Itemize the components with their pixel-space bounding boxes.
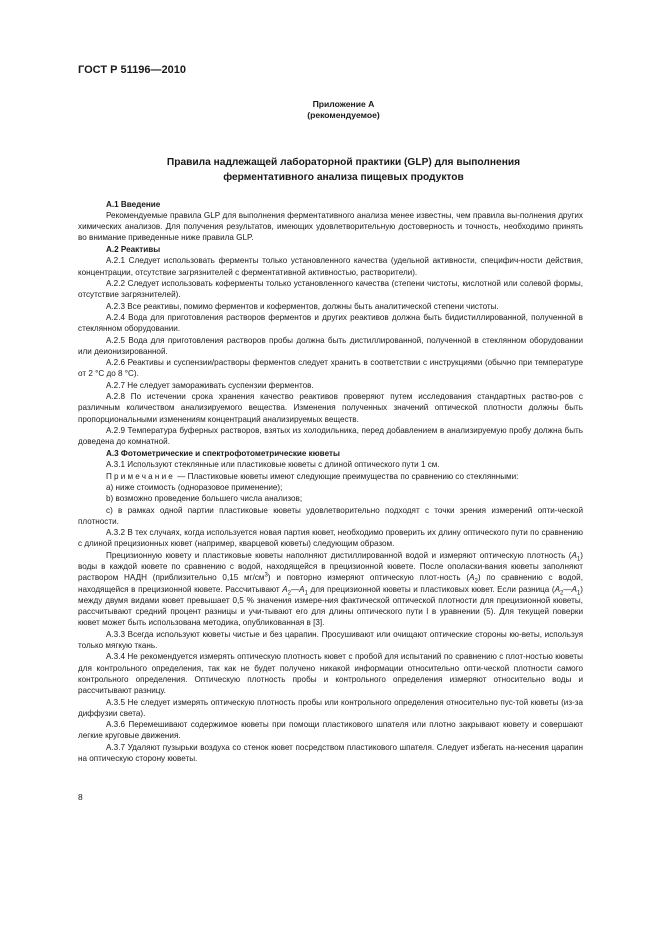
paragraph: Рекомендуемые правила GLP для выполнения ферментативного анализа менее известны, чем правила вы-полнения других химических анализов. Для получения результатов, имеющих удовлетворительную достоверность и точность, необходимо принять во внимание приведенные ниже правила GLP. bbox=[78, 210, 583, 243]
section-heading-a1: А.1 Введение bbox=[106, 199, 161, 209]
note-text: — Пластиковые кюветы имеют следующие преимущества по сравнению со стеклянными: bbox=[175, 471, 519, 481]
annex-title bbox=[0, 155, 661, 185]
clause-a2-8: А.2.8 По истечении срока хранения качество реактивов проверяют путем исследования стандартных раство-ров с различным количеством анализируемого вещества. Изменения полученных значений оптической плотности должны быть пропорциональными изменениям концентраций анализируемых веществ. bbox=[78, 392, 583, 424]
clause-a3-4: А.3.4 Не рекомендуется измерять оптическую плотность кювет с пробой для испытаний по сравнению с плот-ностью кюветы для контрольного определения, так как не будет получено никакой информации относительно опти-ческой плотности самого контрольного определения. Оптическую плотность пробы и контрольного определения измеряют относительно воды и рассчитывают разницу. bbox=[78, 652, 583, 696]
clause-a3-1: А.3.1 Используют стеклянные или пластиковые кюветы с длиной оптического пути 1 см. bbox=[106, 460, 440, 470]
clause-a3-2: А.3.2 В тех случаях, когда используется новая партия кювет, необходимо проверить их длину оптического пути по сравнению с длиной прецизионных кювет (например, кварцевой кюветы) следующим образом. bbox=[78, 528, 583, 549]
note-item-a: а) ниже стоимость (одноразовое применение); bbox=[106, 482, 283, 492]
section-heading-a2: А.2 Реактивы bbox=[106, 245, 161, 255]
clause-a2-6: А.2.6 Реактивы и суспензии/растворы ферментов следует хранить в соответствии с инструкциями (обычно при температуре от 2 °С до 8 °С). bbox=[78, 358, 583, 379]
clause-a2-9: А.2.9 Температура буферных растворов, взятых из холодильника, перед добавлением в анализируемую пробу должна быть доведена до комнатной. bbox=[78, 425, 583, 447]
clause-a3-3: А.3.3 Всегда используют кюветы чистые и без царапин. Просушивают или очищают оптические стороны кю-веты, используя только мягкую ткань. bbox=[78, 629, 583, 651]
note-label: Примечание bbox=[106, 471, 176, 481]
clause-a2-4: А.2.4 Вода для приготовления растворов ферментов и других реактивов должна быть бидистиллированной, полученной в стеклянном оборудовании. bbox=[78, 312, 583, 334]
note-item-c: с) в рамках одной партии пластиковые кюветы удовлетворительно подходят с точки зрения измерений опти-ческой плотности. bbox=[78, 505, 583, 526]
title-line-1: Правила надлежащей лабораторной практики (GLP) для выполнения bbox=[166, 157, 521, 168]
clause-a2-1: А.2.1 Следует использовать ферменты только установленного качества (удельной активности, специфич-ности действия, концентрации, отсутствие загрязнителей с ферментативной активностью, растворители). bbox=[78, 256, 583, 277]
standard-designation: ГОСТ Р 51196—2010 bbox=[78, 64, 186, 76]
note bbox=[78, 471, 583, 482]
clause-a2-5: А.2.5 Вода для приготовления растворов пробы должна быть дистиллированной, полученной в стеклянном оборудовании или деионизированной. bbox=[78, 335, 583, 356]
note-item-b: b) возможно проведение большего числа анализов; bbox=[106, 494, 303, 504]
section-heading-a3: А.3 Фотометрические и спектрофотометрические кюветы bbox=[106, 449, 340, 459]
clause-a2-7: А.2.7 Не следует замораживать суспензии ферментов. bbox=[106, 380, 314, 390]
annex-label: Приложение А bbox=[312, 99, 375, 109]
clause-a3-6: А.3.6 Перемешивают содержимое кюветы при помощи пластикового шпателя или плотно закрывают кювету и совершают легкие круговые движения. bbox=[78, 720, 583, 741]
annex-status: (рекомендуемое) bbox=[307, 110, 380, 120]
document-body bbox=[78, 198, 583, 764]
clause-a3-7: А.3.7 Удаляют пузырьки воздуха со стенок кювет посредством пластикового шпателя. Следует избегать на-несения царапин на оптическую сторону кюветы. bbox=[78, 742, 583, 764]
clause-a3-5: А.3.5 Не следует измерять оптическую плотность пробы или контрольного определения относительно пус-той кюветы (из-за диффузии света). bbox=[78, 697, 583, 718]
page-number: 8 bbox=[78, 792, 83, 802]
title-line-2: ферментативного анализа пищевых продуктов bbox=[223, 172, 464, 183]
clause-a2-3: А.2.3 Все реактивы, помимо ферментов и коферментов, должны быть аналитической степени чистоты. bbox=[106, 301, 499, 311]
precision-cuvette-paragraph: Прецизионную кювету и пластиковые кюветы наполняют дистиллированной водой и измеряют оптическую плотность $(A_1)$ воды в каждой кювете по сравнению с водой, находящейся в прецизионной кювете. После ополаски-вания кюветы заполняют раствором НАДН (приблизительно 0,15 $мг/см^3$) и повторно измеряют оптическую плот-ность $(A_2)$ по сравнению с водой, находящейся в прецизионной кювете. Рассчитывают $A_2—A_1$ для прецизионной кюветы и пластиковых кювет. Если разница $(A_2—A_1)$ между двумя видами кювет превышает 0,5 % значения измере-ния фактической оптической плотности для прецизионной кюветы, рассчитывают средний процент разницы и учи-тывают его для длины оптического пути l в уравнении (5). Для текущей поверки кювет может быть использована методика, опубликованная в [3]. bbox=[78, 550, 583, 628]
clause-a2-2: А.2.2 Следует использовать коферменты только установленного качества (степени чистоты, кислотной или солевой формы, отсутствие загрязнителей). bbox=[78, 279, 583, 300]
